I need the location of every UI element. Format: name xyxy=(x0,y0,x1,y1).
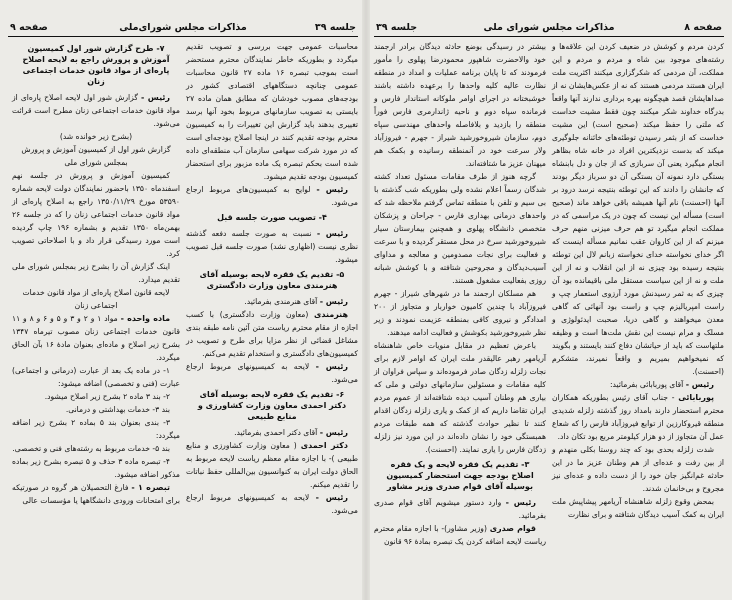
paragraph: اینک گزارش آن را بشرح زیر بمجلس شورای ملی تقدیم میدارد. xyxy=(12,262,180,284)
speaker-name: پوربابائی xyxy=(678,393,714,402)
speaker-name: قوام صدری xyxy=(489,524,536,533)
paragraph: بند ۳- خدمات بهداشتی و درمانی. xyxy=(65,405,170,414)
session-number: جلسه ۳۹ xyxy=(314,22,356,33)
centered-line: (بشرح زیر خوانده شد) xyxy=(59,132,133,141)
speaker-name: رئیس - xyxy=(505,498,536,507)
speech-text: آقای پوربابائی بفرمائید: xyxy=(609,380,686,389)
speaker-paragraph xyxy=(552,391,724,443)
speaker-paragraph xyxy=(374,496,546,522)
text-column xyxy=(186,40,358,517)
paragraph: شدت زلزله بحدی بود که چند روستا بکلی منهدم و از بین رفت و عده‌ای از هم وطنان عزیز ما در این حادثه غم‌انگیز جان خود را از دست داده و عده‌ای نیز مجروح و بی‌خانمان شدند. xyxy=(552,445,724,493)
speaker-paragraph xyxy=(374,522,546,548)
speech-text: گزارش شور اول لایحه اصلاح پاره‌ای از مواد قانون خدمات اجتماعی زنان مطرح است قرائت می‌شود. xyxy=(12,93,180,128)
speaker-name: رئیس - xyxy=(315,493,348,502)
speech-text: لایحه به کمیسیونهای مربوط ارجاع می‌شود. xyxy=(186,362,358,384)
speech-text: (وزیر مشاور)- با اجازه مقام محترم ریاست لایحه اضافه کردن یک تبصره بمادهٔ ۹۶ قانون xyxy=(374,524,546,546)
speech-text: لوایح به کمیسیون‌های مربوط ارجاع می‌شود. xyxy=(186,185,358,207)
paragraph: بمحض وقوع زلزله شاهنشاه آریامهر پیشاپیش ملت ایران به کمک آسیب دیدگان شتافته و برای نظارت xyxy=(552,497,724,519)
speaker-name: رئیس - xyxy=(685,380,714,389)
text-column xyxy=(374,40,546,548)
page-header xyxy=(374,22,724,37)
speaker-name: رئیس - xyxy=(141,93,170,102)
paragraph: ۱- در ماده یک بعد از عبارت (درمانی و اجتماعی) عبارت (فنی و تخصصی) اضافه میشود: xyxy=(12,366,180,388)
section-heading: ۷- طرح گزارش شور اول کمیسیون آموزش و پرورش راجع به لایحه اصلاح پاره‌ای از مواد قانون خدمات اجتماعی زنان xyxy=(22,44,170,86)
speaker-paragraph xyxy=(186,360,358,386)
paragraph: باعرض تعظیم در مقابل منویات خاص شاهنشاه آریامهر رهبر عالیقدر ملت ایران که اوامر لازم برای نجات زلزله زدگان صادر فرموده‌اند و سپاس فراوان از کلیه مقامات و مسئولین سازمانهای دولتی و ملی که بیاری هم وطنان آسیب دیده شتافته‌اند از عموم مردم ایران تقاضا داریم که از کمک و یاری زلزله زدگان اقدام کنند تا نظیر حوادث گذشته که همه طبقات مردم همبستگی خود را نشان داده‌اند در این مورد نیز زلزله زدگان فارس را یاری نمایند. (احسنت). xyxy=(374,341,546,454)
right-page xyxy=(366,0,732,600)
speaker-paragraph xyxy=(12,91,180,130)
speaker-name: رئیس - xyxy=(316,185,348,194)
speaker-name: رئیس - xyxy=(316,229,348,238)
paragraph: بیشتر در رسیدگی بوضع حادثه دیدگان برادر ارجمند خود والاحضرت شاهپور محمودرضا پهلوی را مأمور فرمودند که تا پایان برنامه عملیات و امداد در منطقه نظارت عالیه کلیه واحدها را برعهده داشته باشند خوشبختانه در اجرای اوامر ملوکانه استاندار فارس و فرمانده سپاه دوم و ناحیه ژاندارمری فارس فوراً منطقه را بازدید و بلافاصله واحدهای مهندسی سپاه دوم، سازمان شیروخورشید شیراز - جهرم - فیروزآباد ولار سرعت خود در آنمنطقه رسانیده و بکمک هم میهنان عزیز ما شتافته‌اند. xyxy=(374,42,546,168)
speaker-name: ماده واحده - xyxy=(120,314,171,323)
speaker-name: رئیس - xyxy=(319,297,348,306)
centered-line: گزارش شور اول از کمیسیون آموزش و پرورش بمجلس شورای ملی xyxy=(21,145,171,167)
speech-text: (معاون وزارت دادگستری) با کسب اجازه از مقام محترم ریاست متن آئین نامه طبقه بندی مشاغل قضائی از نظر مزایا برای طرح و تصویب در کمیسیون‌های دادگستری و استخدام تقدیم می‌کنم. xyxy=(186,310,358,358)
text-column xyxy=(552,40,724,521)
speaker-paragraph xyxy=(186,308,358,360)
speech-text: - جناب آقای رئیس بطوریکه همکاران محترم استحضار دارند بامداد روز گذشته زلزله شدیدی منطقه قیروکارزین از توابع فیروزآباد فارس را که شعاع عمل آن متجاوز از دو هزار کیلومتر مربع بود تکان داد. xyxy=(552,393,724,441)
speech-text: فارغ التحصیلان هر گروه در صورتیکه برای امتحانات ورودی دانشگاهها یا مؤسسات عالی xyxy=(12,483,180,505)
speaker-name: تبصره ۱ - xyxy=(131,483,170,492)
speaker-paragraph xyxy=(186,491,358,517)
page-number: صفحه ۸ xyxy=(684,22,722,33)
speech-text: وارد دستور میشویم آقای قوام صدری بفرمائید. xyxy=(374,498,546,520)
paragraph: ۴- تبصره ماده ۳ حذف و ۵ تبصره بشرح زیر بماده مذکور اضافه میشود. xyxy=(12,457,180,479)
speaker-name: رئیس - xyxy=(315,362,348,371)
speaker-name: دکتر احمدی xyxy=(300,441,348,450)
running-title: مذاکرات مجلس شورای‌ملی xyxy=(119,22,247,33)
session-number: جلسه ۳۹ xyxy=(376,22,418,33)
page-number: صفحه ۹ xyxy=(10,22,48,33)
speaker-paragraph xyxy=(12,312,180,364)
speech-text: آقای دکتر احمدی بفرمائید. xyxy=(234,428,320,437)
section-heading: ۵- تقدیم یک فقره لایحه بوسیله آقای هنرمندی معاون وزارت دادگستری xyxy=(199,270,345,290)
paragraph: ۳- بندی بعنوان بند ۵ بماده ۲ بشرح زیر اضافه میگردد: xyxy=(12,418,180,440)
paragraph: هم مسلکان ارجمند ما در شهرهای شیراز - جهرم فیروزآباد با چندین کامیون خواربار و متجاوز از ۲۰۰ امدادگر و نیروی کافی بمنطقه عزیمت نمودند و زیر نظر شیروخورشید بکوشش و فعالیت ادامه میدهند. xyxy=(374,289,546,337)
speech-text: مواد ۱ و ۲ و ۳ و ۵ و ۶ و ۸ و ۱۱ قانون خدمات اجتماعی زنان مصوب تیرماه ۱۳۴۷ بشرح زیر اصلاح و ماده‌ای بعنوان مادهٔ ۱۶ بآن الحاق میگردد. xyxy=(12,314,180,362)
speaker-paragraph xyxy=(186,426,358,439)
paragraph: کمیسیون آموزش و پرورش در جلسه نهم اسفندماه ۱۳۵۰ باحضور نمایندگان دولت لایحه شماره ۵۳۵۹۰ مورخ ۱۳۵۰/۱۱/۲۹ راجع به اصلاح پاره‌ای از مواد قانون خدمات اجتماعی زنان را که در جلسه ۲۶ بهمن‌ماه ۱۳۵۰ تقدیم و بشماره ۱۹۶ چاپ گردیده است مورد رسیدگی قرار داد و با اصلاحاتی تصویب کرد. xyxy=(12,171,181,258)
speaker-paragraph xyxy=(186,227,358,266)
paragraph: بند ۵- خدمات مربوط به رشته‌های فنی و تخصصی. xyxy=(12,444,170,453)
speech-text: آقای هنرمندی بفرمائید. xyxy=(244,297,320,306)
paragraph: گرچه هنوز از طرف مقامات مسئول تعداد کشته شدگان رسماً اعلام نشده ولی بطوریکه شب گذشته با بی سیم و تلفن با منطقه تماس گرفتم ملاحظه شد که واحدهای درمانی بهداری فارس - جراحان و پزشکان متخصص دانشگاه پهلوی و همچنین بیمارستان سیار شیروخورشید سرخ در محل مستقر گردیده و با سرعت و فعالیت برای نجات مصدومین و معالجه و مداوای آسیب‌دیدگان و مجروحین شتافته و با کوشش شبانه روزی بفعالیت مشغول هستند. xyxy=(374,172,546,285)
section-heading: ۳- تقدیم یک فقره لایحه و یک فقره اصلاح بودجه جهت استحضار کمیسیون بوسیله آقای قوام صدری وزیر مشاور xyxy=(386,460,534,491)
speaker-paragraph xyxy=(186,295,358,308)
text-column xyxy=(12,40,180,507)
speaker-paragraph xyxy=(186,439,358,491)
page-header xyxy=(8,22,358,37)
speech-text: نسبت به صورت جلسه دفعه گذشته نظری نیست (اظهاری نشد) صورت جلسه قبل تصویب میشود. xyxy=(186,229,358,264)
speaker-name: رئیس - xyxy=(319,428,348,437)
speech-text: لایحه به کمیسیونهای مربوط ارجاع می‌شود. xyxy=(186,493,358,515)
centered-line: لایحه قانون اصلاح پاره‌ای از مواد قانون خدمات اجتماعی زنان xyxy=(22,288,170,310)
paragraph: کردن مردم و کوشش در ضعیف کردن این علاقه‌ها و رشته‌های موجود بین شاه و مردم و مردم و این مملکت، آن مردمی که شکرگزاری میکنند اکثریت ملت ایران هستند مردمی هستند که نه از عکس‌هایشان نه از صداهایشان قصد هیچگونه بهره برداری ندارند آنها واقعاً بدرگاه خداوند شکر میکنند چون فقط مشیت خداست که ملتی را حفظ میکند (صحیح است) این مشیت خداست که از بثمر رسیدن توطئه‌های خائنانه جلوگیری میکند که بدست نزدیکترین افراد در خانه شاه بظاهر انجام میگیرد یعنی آن سربازی که از جان و دل بابنشاه بستگی دارد نمونه آن بستگی آن دو سرباز دیگر بودند که جانشان را دادند که این توطئه بنتیجه نرسد درود بر آنها (احسنت) نام آنها همیشه باقی خواهد ماند (صحیح است) مسأله این نیست که چون در یک مراسمی که در مملکت انجام میگیرد تو هم حرف میزنی منهم حرف میزنم که از این کاروان عقب نمانیم مسأله اینست که اگر خدای نخواسته خدای نخواسته زبانم لال این توطئه بنتیجه رسیده بود چیزی نه از این انقلاب و نه از این ملت و نه از این سیاست مستقل ملی باقیمانده بود آن چیزی که به ثمر رسیدنش مورد آرزوی استعمار چپ و راست امپریالیزم چپ و راست بود آنهائی که گاهی معدن میخواهند و گاهی دریا، صحبت ایدئولوژی و مسلک و مرام نیست این نقش ملت‌ها است و وظیفه ملتهاست که باید از حیاتشان دفاع کنند بایستند و بگویند که نمیخواهیم بمیریم و واقعاً نمیرند، متشکرم (احسنت). xyxy=(552,42,724,376)
speaker-paragraph xyxy=(12,481,180,507)
speech-text: ( معاون وزارت کشاورزی و منابع طبیعی )- با اجازه مقام معظم ریاست لایحه مربوط به الحاق دولت ایران به کنوانسیون بین‌المللی حفظ نباتات را تقدیم میکنم. xyxy=(186,441,358,489)
section-heading: ۴- تصویب صورت جلسه قبل xyxy=(217,213,327,222)
speaker-name: هنرمندی xyxy=(314,310,348,319)
section-heading: ۶- تقدیم یک فقره لایحه بوسیله آقای دکتر احمدی معاون وزارت کشاورزی و منابع طبیعی xyxy=(197,390,347,421)
speaker-paragraph xyxy=(186,183,358,209)
speaker-paragraph xyxy=(552,378,724,391)
running-title: مذاکرات مجلس شورای ملی xyxy=(483,22,615,33)
paragraph: محاسبات عمومی جهت بررسی و تصویب تقدیم میگردد و بطوریکه خاطر نمایندگان محترم مستحضر است بموجب تبصره ۱۶ ماده ۲۷ قانون محاسبات عمومی چنانچه دستگاههای اقتصادی کشور در بودجه‌های مصوب خودشان که مطابق همان ماده ۲۷ بایستی به تصویب سازمانهای مربوط بخود آنها برسد تغییری بدهند باید گزارش این تغییرات را به کمیسیون محترم بودجه تقدیم کنند در اینجا اصلاح بودجه‌ای است که در مورد شرکت سهامی سازمان آب منطقه‌ای داده شده است بحکم تبصره یک ماده مزبور برای استحضار کمیسیون بودجه تقدیم میشود. xyxy=(186,42,358,181)
paragraph: ۲- بند ۳ ماده ۲ بشرح زیر اصلاح میشود. xyxy=(44,392,170,401)
